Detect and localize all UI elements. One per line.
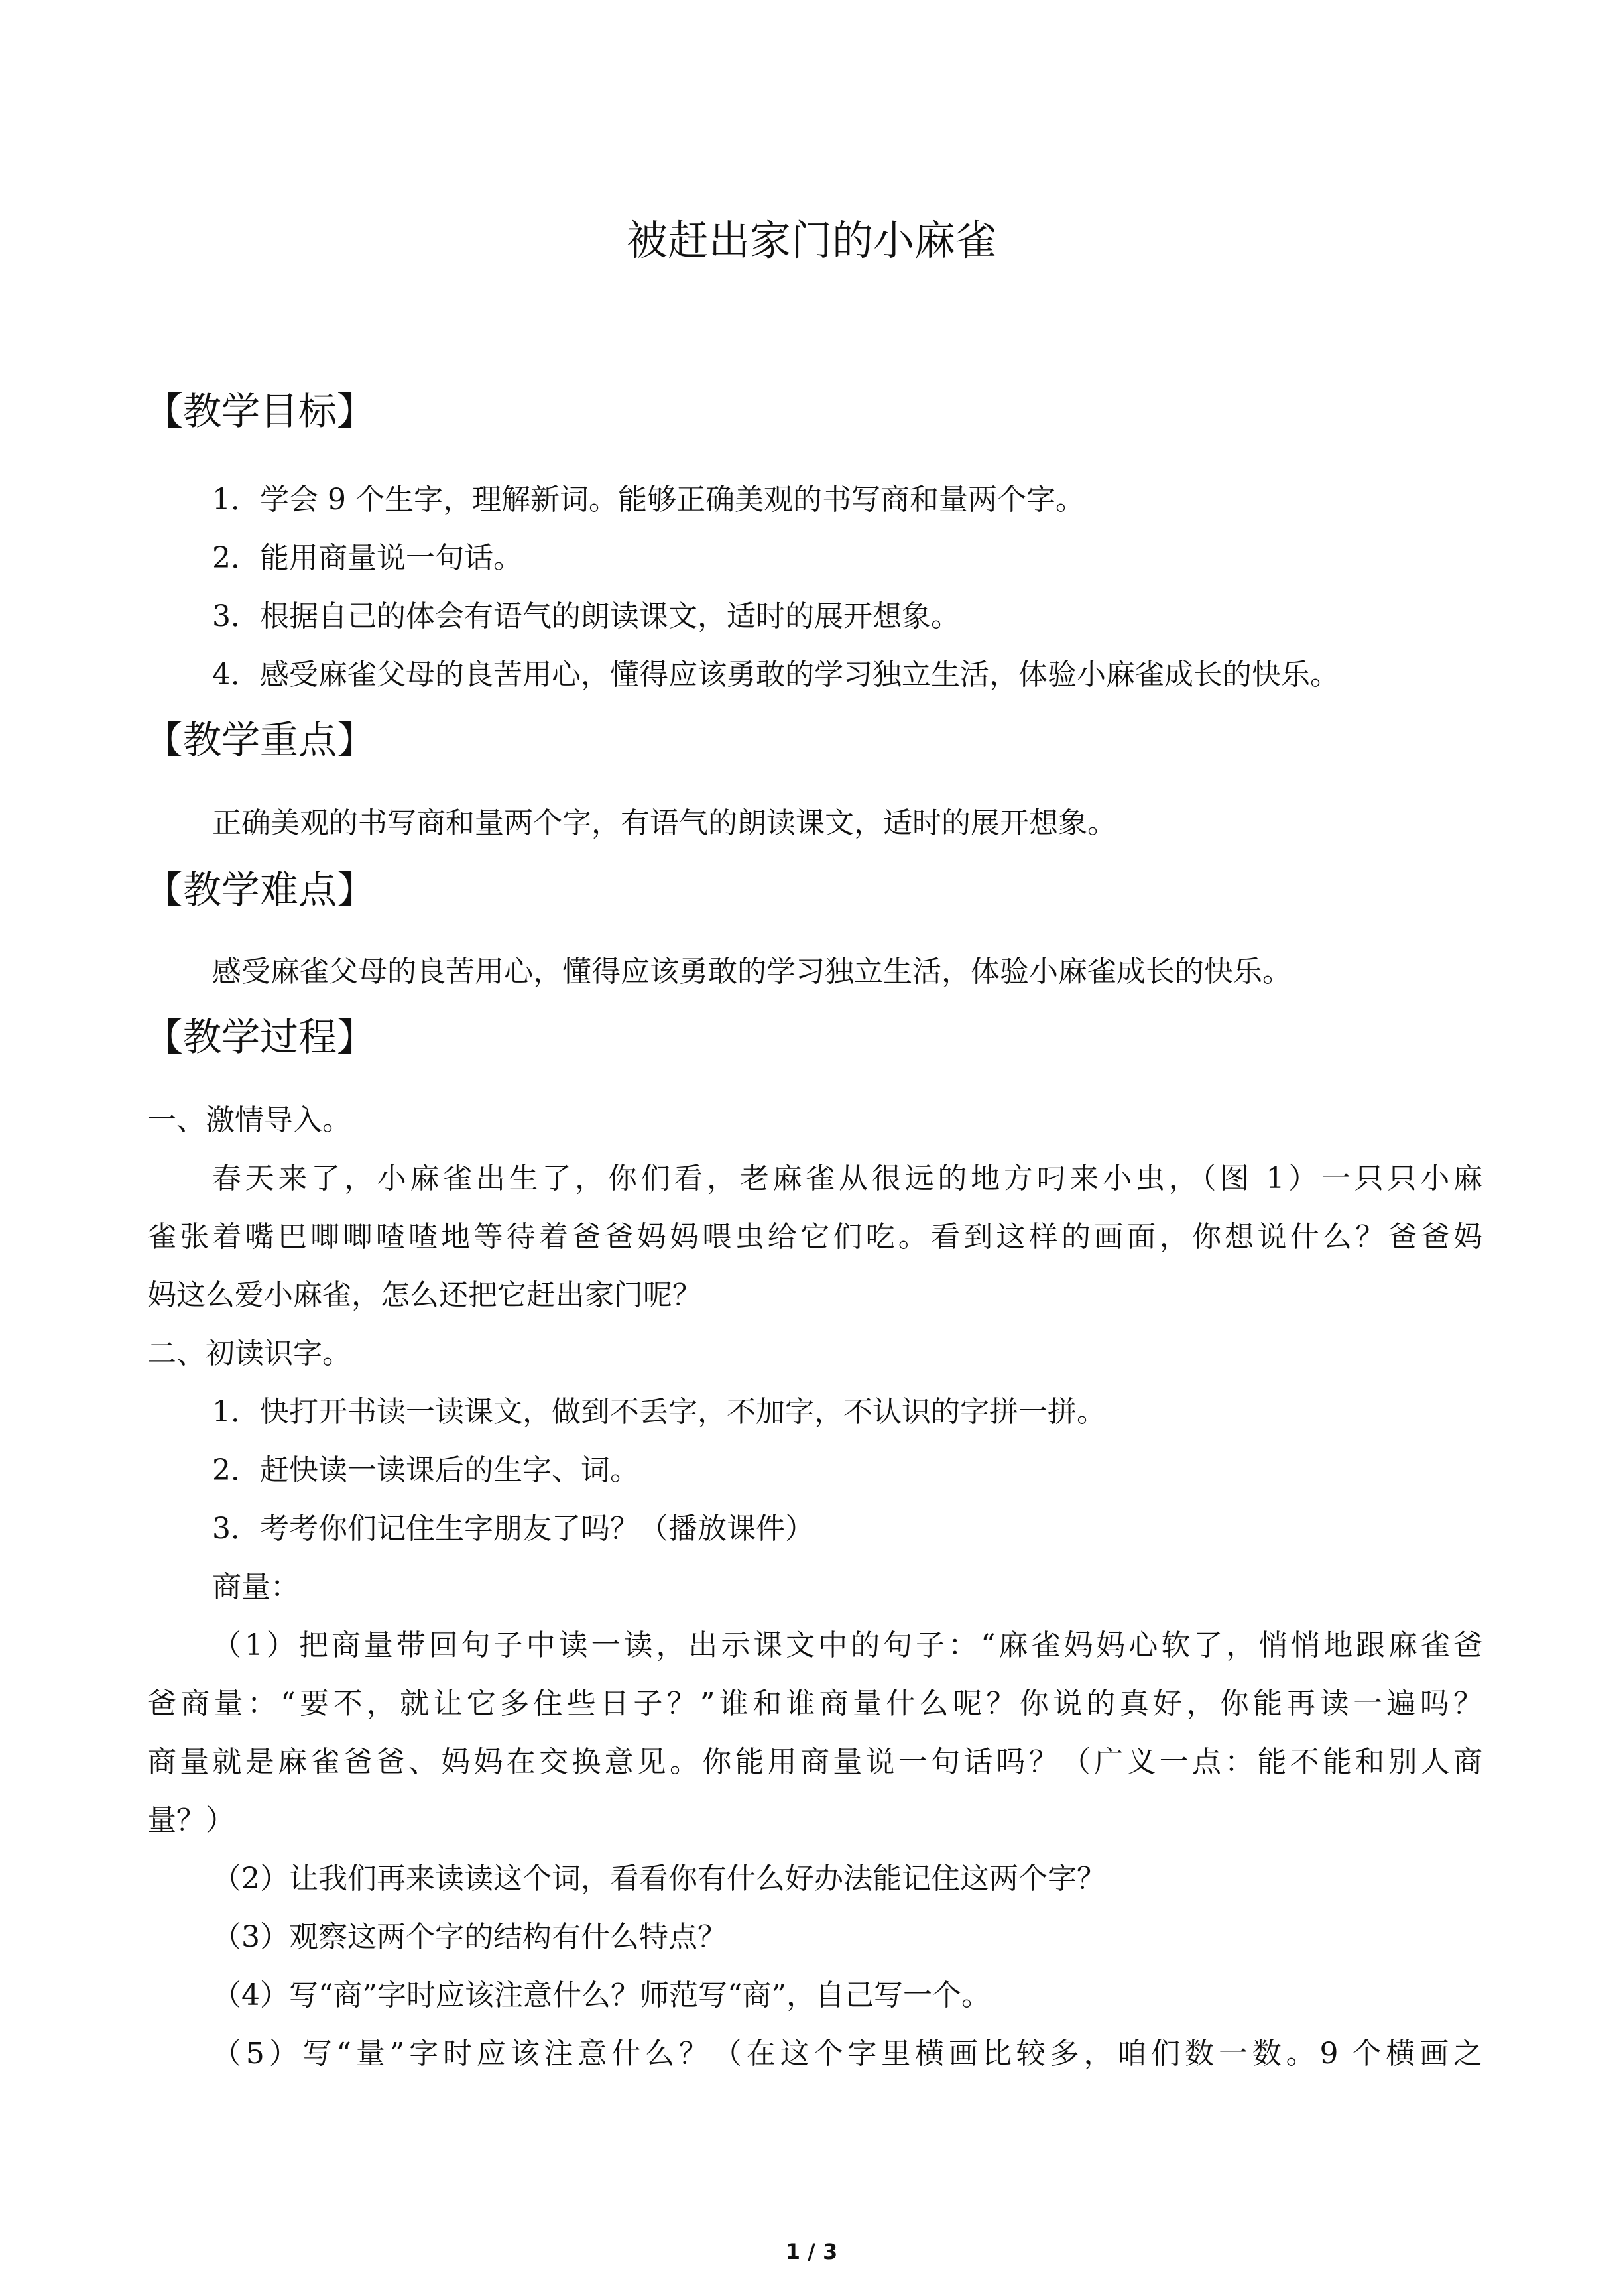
difficulties-text: 感受麻雀父母的良苦用心，懂得应该勇敢的学习独立生活，体验小麻雀成长的快乐。 [212, 955, 1292, 989]
document-title: 被赶出家门的小麻雀 [626, 216, 996, 265]
sub-item: （3）观察这两个字的结构有什么特点？ [212, 1920, 727, 1954]
part1-line: 妈这么爱小麻雀，怎么还把它赶出家门呢？ [147, 1278, 701, 1312]
heading-objectives: 【教学目标】 [145, 389, 376, 434]
sub1-line: 量？） [147, 1803, 235, 1837]
sub1-line: 爸商量：“要不，就让它多住些日子？”谁和谁商量什么呢？你说的真好，你能再读一遍吗？ [147, 1687, 1482, 1721]
objective-item: 4．感受麻雀父母的良苦用心，懂得应该勇敢的学习独立生活，体验小麻雀成长的快乐。 [212, 658, 1339, 692]
heading-difficulties: 【教学难点】 [145, 867, 376, 912]
sub-item: （2）让我们再来读读这个词，看看你有什么好办法能记住这两个字？ [212, 1862, 1106, 1896]
part2-title: 二、初读识字。 [147, 1337, 351, 1370]
part2-item: 商量： [212, 1570, 300, 1604]
sub-item: （4）写“商”字时应该注意什么？师范写“商”，自己写一个。 [212, 1978, 991, 2012]
part2-item: 2．赶快读一读课后的生字、词。 [212, 1453, 639, 1487]
heading-process: 【教学过程】 [145, 1014, 376, 1059]
sub1-line: （1）把商量带回句子中读一读，出示课文中的句子：“麻雀妈妈心软了，悄悄地跟麻雀爸 [212, 1628, 1482, 1662]
part2-item: 1．快打开书读一读课文，做到不丢字，不加字，不认识的字拼一拼。 [212, 1395, 1106, 1429]
key-points-text: 正确美观的书写商和量两个字，有语气的朗读课文，适时的展开想象。 [212, 806, 1116, 840]
part1-line: 雀张着嘴巴唧唧喳喳地等待着爸爸妈妈喂虫给它们吃。看到这样的画面，你想说什么？爸爸妈 [147, 1220, 1482, 1254]
page-number: 1 / 3 [785, 2239, 838, 2264]
sub-item: （5）写“量”字时应该注意什么？（在这个字里横画比较多，咱们数一数。9 个横画之 [212, 2037, 1482, 2071]
part1-title: 一、激情导入。 [147, 1103, 351, 1137]
part1-line: 春天来了，小麻雀出生了，你们看，老麻雀从很远的地方叼来小虫，（图 1）一只只小麻 [212, 1162, 1482, 1195]
objective-item: 3．根据自己的体会有语气的朗读课文，适时的展开想象。 [212, 599, 960, 633]
objective-item: 1．学会 9 个生字，理解新词。能够正确美观的书写商和量两个字。 [212, 483, 1085, 516]
sub1-line: 商量就是麻雀爸爸、妈妈在交换意见。你能用商量说一句话吗？（广义一点：能不能和别人商 [147, 1745, 1482, 1779]
heading-key-points: 【教学重点】 [145, 717, 376, 762]
objective-item: 2．能用商量说一句话。 [212, 541, 522, 575]
part2-item: 3．考考你们记住生字朋友了吗？（播放课件） [212, 1512, 814, 1545]
